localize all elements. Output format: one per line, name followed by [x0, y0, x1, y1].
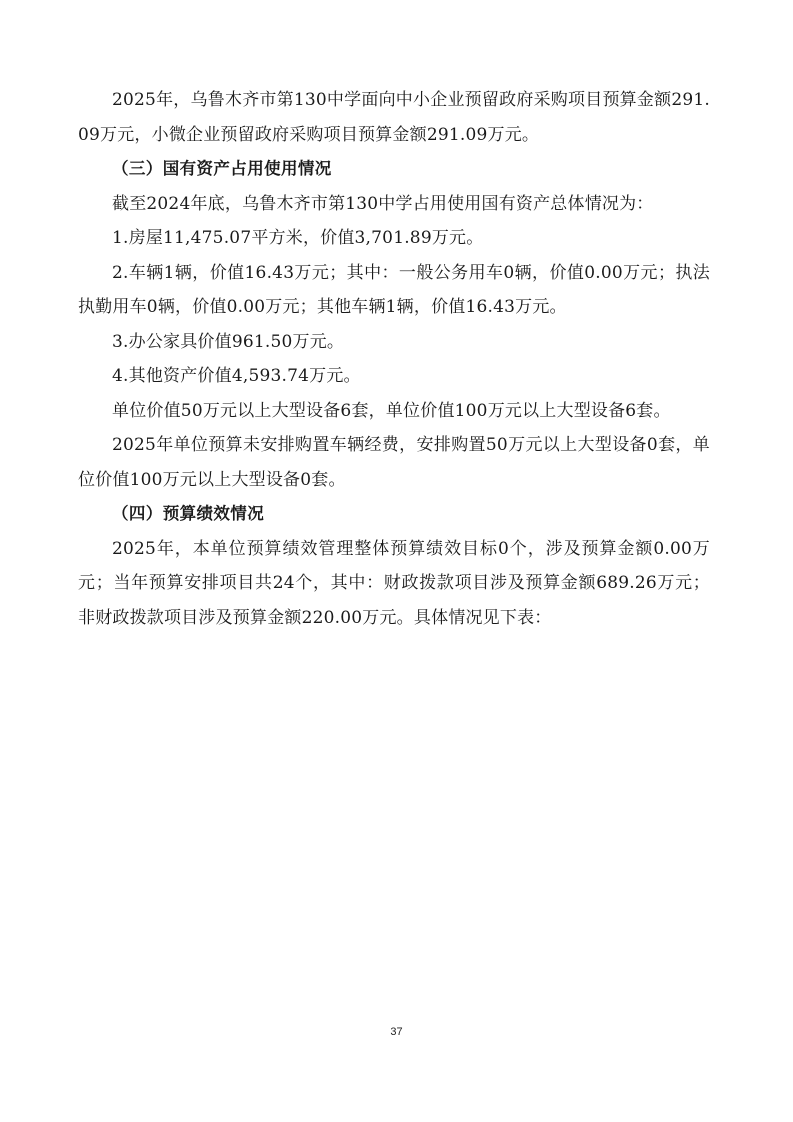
page-number: 37: [390, 1026, 403, 1038]
document-body: [78, 83, 710, 635]
paragraph-large-equipment: 单位价值50万元以上大型设备6套，单位价值100万元以上大型设备6套。: [112, 400, 671, 421]
paragraph-performance-summary: 2025年，本单位预算绩效管理整体预算绩效目标0个，涉及预算金额0.00万元；当年预算安排项目共24个，其中：财政拨款项目涉及预算金额689.26万元；非财政拨款项目涉及预算金额220.00万元。具体情况见下表：: [78, 538, 710, 628]
section-heading-performance: （四）预算绩效情况: [112, 504, 265, 523]
paragraph-procurement-budget: 2025年，乌鲁木齐市第130中学面向中小企业预留政府采购项目预算金额291.09万元，小微企业预留政府采购项目预算金额291.09万元。: [78, 90, 710, 145]
paragraph-assets-buildings: 1.房屋11,475.07平方米，价值3,701.89万元。: [112, 228, 484, 248]
paragraph-assets-intro: 截至2024年底，乌鲁木齐市第130中学占用使用国有资产总体情况为：: [112, 193, 654, 214]
paragraph-assets-furniture: 3.办公家具价值961.50万元。: [112, 331, 345, 352]
paragraph-assets-vehicles: 2.车辆1辆，价值16.43万元；其中：一般公务用车0辆，价值0.00万元；执法执勤用车0辆，价值0.00万元；其他车辆1辆，价值16.43万元。: [78, 262, 710, 317]
paragraph-assets-other: 4.其他资产价值4,593.74万元。: [112, 366, 361, 386]
section-heading-state-assets: （三）国有资产占用使用情况: [112, 159, 332, 178]
paragraph-purchase-plan: 2025年单位预算未安排购置车辆经费，安排购置50万元以上大型设备0套，单位价值100万元以上大型设备0套。: [78, 435, 710, 490]
